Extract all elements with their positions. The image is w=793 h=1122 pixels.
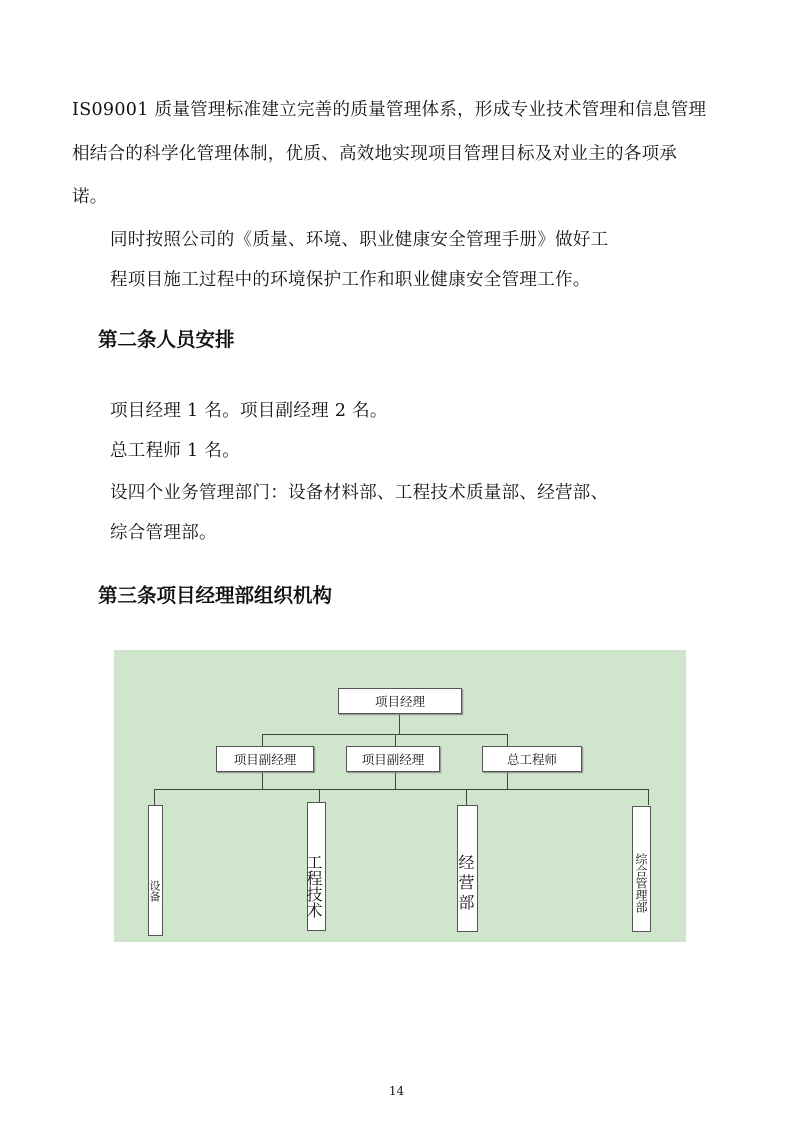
org-chart xyxy=(114,650,686,942)
staff-line: 项目经理 1 名。项目副经理 2 名。 xyxy=(110,401,388,421)
org-dept-equipment: 设备 xyxy=(148,805,163,936)
paragraph-line: 程项目施工过程中的环境保护工作和职业健康安全管理工作。 xyxy=(110,270,591,290)
staff-line: 总工程师 1 名。 xyxy=(110,441,240,461)
org-dept-business: 经营部 xyxy=(457,805,478,932)
org-dept-engineering: 工程技术 xyxy=(307,802,326,931)
page-number: 14 xyxy=(388,1084,405,1098)
org-box-project-manager: 项目经理 xyxy=(338,688,462,714)
paragraph-line: 同时按照公司的《质量、环境、职业健康安全管理手册》做好工 xyxy=(110,230,609,250)
section-heading: 第三条项目经理部组织机构 xyxy=(98,584,333,607)
org-box-deputy-manager: 项目副经理 xyxy=(346,746,440,772)
staff-line: 综合管理部。 xyxy=(110,523,217,543)
org-box-deputy-manager: 项目副经理 xyxy=(216,746,314,772)
paragraph-line: 相结合的科学化管理体制，优质、高效地实现项目管理目标及对业主的各项承 xyxy=(72,144,678,164)
org-dept-admin: 综合管理部 xyxy=(632,806,651,932)
section-heading: 第二条人员安排 xyxy=(98,328,235,351)
paragraph-line: 诺。 xyxy=(72,187,108,207)
org-box-chief-engineer: 总工程师 xyxy=(482,746,582,772)
staff-line: 设四个业务管理部门：设备材料部、工程技术质量部、经营部、 xyxy=(110,483,609,503)
paragraph-line: IS09001 质量管理标准建立完善的质量管理体系，形成专业技术管理和信息管理 xyxy=(72,100,707,120)
